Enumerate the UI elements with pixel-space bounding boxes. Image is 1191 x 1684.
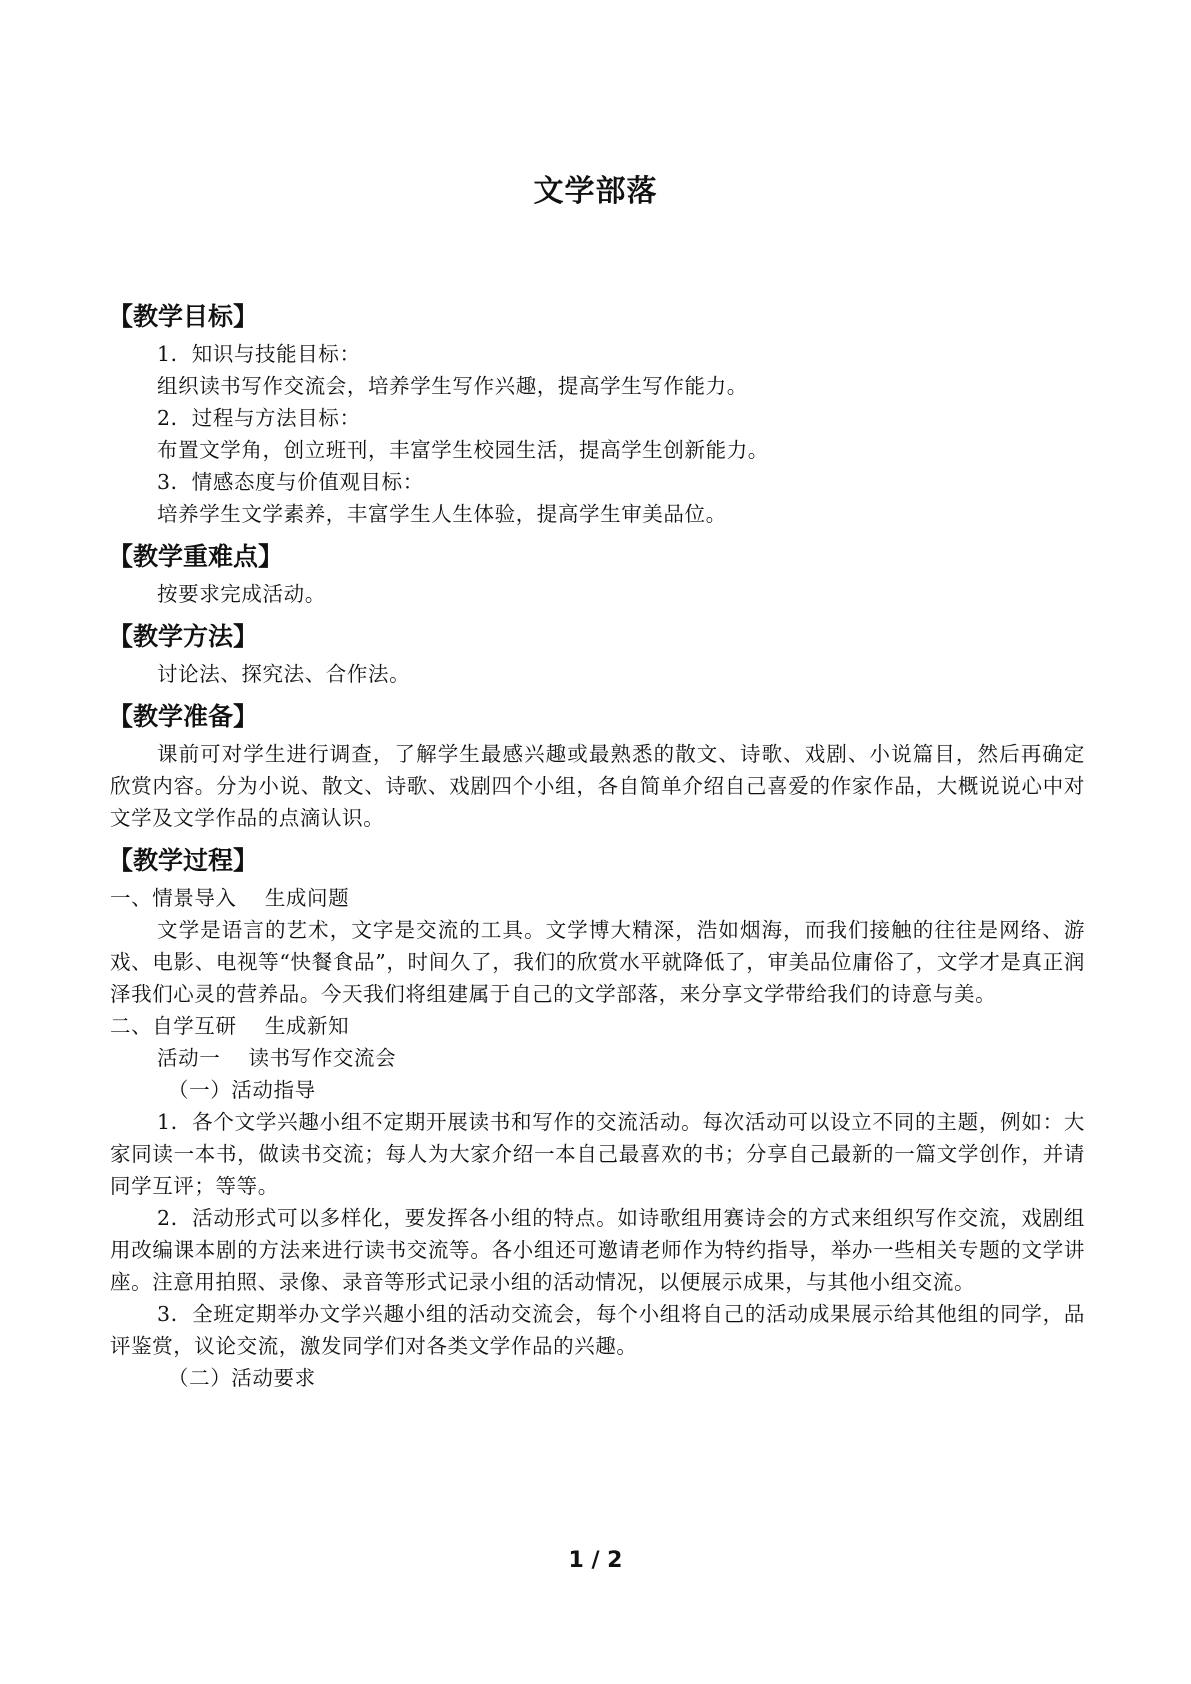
- methods-text: 讨论法、探究法、合作法。: [157, 662, 411, 686]
- process-part1-title: 一、情景导入 生成问题: [110, 886, 350, 910]
- document-title: 文学部落: [533, 174, 658, 209]
- keypoints-text: 按要求完成活动。: [157, 582, 326, 606]
- goal-item-2-text: 布置文学角，创立班刊，丰富学生校园生活，提高学生创新能力。: [157, 438, 769, 462]
- guide-item-2: 2．活动形式可以多样化，要发挥各小组的特点。如诗歌组用赛诗会的方式来组织写作交流，戏剧组用改编课本剧的方法来进行读书交流等。各小组还可邀请老师作为特约指导，举办一些相关专题的文学讲座。注意用拍照、录像、录音等形式记录小组的活动情况，以便展示成果，与其他小组交流。: [110, 1206, 1085, 1294]
- guide-item-3: 3．全班定期举办文学兴趣小组的活动交流会，每个小组将自己的活动成果展示给其他组的同学，品评鉴赏，议论交流，激发同学们对各类文学作品的兴趣。: [110, 1302, 1085, 1358]
- process-part2-title: 二、自学互研 生成新知: [110, 1014, 350, 1038]
- goal-item-3-text: 培养学生文学素养，丰富学生人生体验，提高学生审美品位。: [157, 502, 727, 526]
- goal-item-2-title: 2．过程与方法目标：: [157, 406, 361, 430]
- section-heading-keypoints: 【教学重难点】: [108, 542, 284, 571]
- section-heading-methods: 【教学方法】: [108, 622, 259, 651]
- preparation-text: 课前可对学生进行调查，了解学生最感兴趣或最熟悉的散文、诗歌、戏剧、小说篇目，然后再确定欣赏内容。分为小说、散文、诗歌、戏剧四个小组，各自简单介绍自己喜爱的作家作品，大概说说心中对文学及文学作品的点滴认识。: [110, 742, 1085, 830]
- page-number: 1 / 2: [568, 1548, 623, 1573]
- requirements-title: （二）活动要求: [168, 1366, 316, 1390]
- section-heading-goals: 【教学目标】: [108, 302, 259, 331]
- goal-item-1-text: 组织读书写作交流会，培养学生写作兴趣，提高学生写作能力。: [157, 374, 748, 398]
- goal-item-1-title: 1．知识与技能目标：: [157, 342, 361, 366]
- guide-item-1: 1．各个文学兴趣小组不定期开展读书和写作的交流活动。每次活动可以设立不同的主题，例如：大家同读一本书，做读书交流；每人为大家介绍一本自己最喜欢的书；分享自己最新的一篇文学创作，并请同学互评；等等。: [110, 1110, 1085, 1198]
- guide-title: （一）活动指导: [168, 1078, 316, 1102]
- document-body: [110, 300, 1085, 1394]
- section-heading-process: 【教学过程】: [108, 846, 259, 875]
- goal-item-3-title: 3．情感态度与价值观目标：: [157, 470, 424, 494]
- activity1-title: 活动一 读书写作交流会: [157, 1046, 397, 1070]
- section-heading-preparation: 【教学准备】: [108, 702, 259, 731]
- process-part1-text: 文学是语言的艺术，文字是交流的工具。文学博大精深，浩如烟海，而我们接触的往往是网络、游戏、电影、电视等“快餐食品”，时间久了，我们的欣赏水平就降低了，审美品位庸俗了，文学才是真正润泽我们心灵的营养品。今天我们将组建属于自己的文学部落，来分享文学带给我们的诗意与美。: [110, 918, 1085, 1006]
